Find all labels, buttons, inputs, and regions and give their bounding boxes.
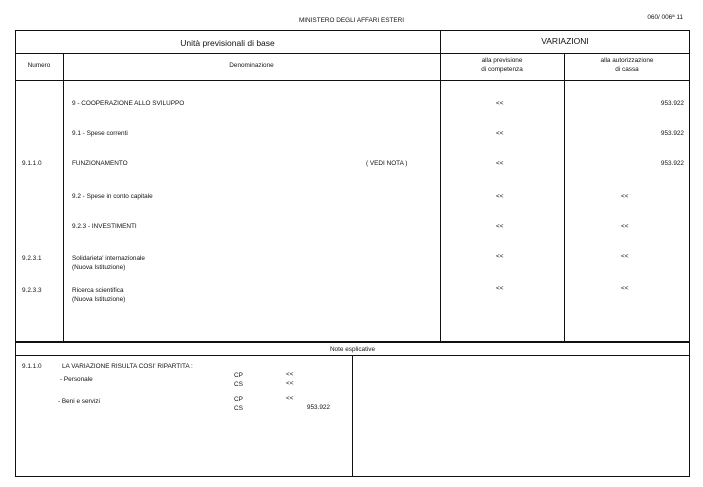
notes-split [352, 355, 353, 477]
row-cassa: 953.922 [660, 100, 684, 107]
notes-title: Note esplicative [329, 346, 376, 353]
numero-divider [63, 53, 64, 342]
right-header: VARIAZIONI [541, 36, 589, 46]
col-competenza-line2: di competenza [481, 65, 523, 73]
row-cassa: << [621, 285, 629, 292]
col-numero: Numero [27, 62, 51, 69]
notes-item-values [286, 371, 293, 388]
col-denominazione: Denominazione [229, 62, 274, 69]
row-cassa: << [621, 223, 629, 230]
competenza-cassa-divider [564, 53, 565, 342]
row-denominazione-block [72, 255, 145, 272]
col-competenza [440, 57, 564, 74]
cs-label: CS [234, 404, 243, 412]
variazioni-divider [440, 30, 441, 342]
notes-heading: LA VARIAZIONE RISULTA COSI' RIPARTITA : [62, 363, 193, 370]
row-note-ref: ( VEDI NOTA ) [366, 160, 408, 167]
row-competenza: << [496, 223, 504, 230]
row-subtitle: (Nuova Istituzione) [72, 263, 126, 271]
col-cassa-line1: alla autorizzazione [600, 57, 654, 64]
row-competenza: << [496, 193, 504, 200]
notes-item-codes [234, 396, 243, 413]
column-header-divider [15, 80, 690, 81]
row-denominazione: Ricerca scientifica [72, 287, 124, 294]
row-cassa: 953.922 [660, 160, 684, 167]
row-denominazione: 9 - COOPERAZIONE ALLO SVILUPPO [72, 100, 185, 107]
row-denominazione: Solidarieta' internazionale [72, 255, 145, 262]
col-cassa-line2: di cassa [615, 65, 639, 73]
row-numero: 9.2.3.3 [22, 287, 42, 294]
notes-item-codes [234, 372, 243, 389]
header-divider [15, 53, 690, 54]
row-competenza: << [496, 100, 504, 107]
cs-label: CS [234, 380, 243, 388]
ministry-title: MINISTERO DEGLI AFFARI ESTERI [298, 17, 405, 24]
cp-label: CP [234, 396, 243, 403]
notes-item-label: - Personale [60, 376, 93, 383]
row-numero: 9.2.3.1 [22, 255, 42, 262]
row-competenza: << [496, 130, 504, 137]
row-cassa: << [621, 193, 629, 200]
row-competenza: << [496, 285, 504, 292]
notes-item-label: - Beni e servizi [58, 398, 100, 405]
document-code: 060/ 006ª 11 [647, 14, 683, 21]
col-cassa [564, 57, 690, 74]
row-competenza: << [496, 160, 504, 167]
notes-numero: 9.1.1.0 [22, 363, 42, 370]
row-denominazione-block [72, 287, 125, 304]
row-denominazione: 9.1 - Spese correnti [72, 130, 128, 137]
left-header: Unità previsionali di base [180, 38, 275, 48]
row-numero: 9.1.1.0 [22, 160, 42, 167]
row-denominazione: 9.2.3 - INVESTIMENTI [72, 223, 137, 230]
cp-value: << [286, 371, 294, 378]
row-competenza: << [496, 253, 504, 260]
row-subtitle: (Nuova Istituzione) [72, 295, 126, 303]
cp-label: CP [234, 372, 243, 379]
cp-value: << [286, 395, 294, 402]
col-competenza-line1: alla previsione [481, 57, 523, 64]
row-cassa: 953.922 [660, 130, 684, 137]
row-cassa: << [621, 253, 629, 260]
cs-value: << [286, 379, 294, 387]
cs-value: 953.922 [306, 404, 330, 411]
row-denominazione: 9.2 - Spese in conto capitale [72, 193, 153, 200]
row-denominazione: FUNZIONAMENTO [72, 160, 128, 167]
